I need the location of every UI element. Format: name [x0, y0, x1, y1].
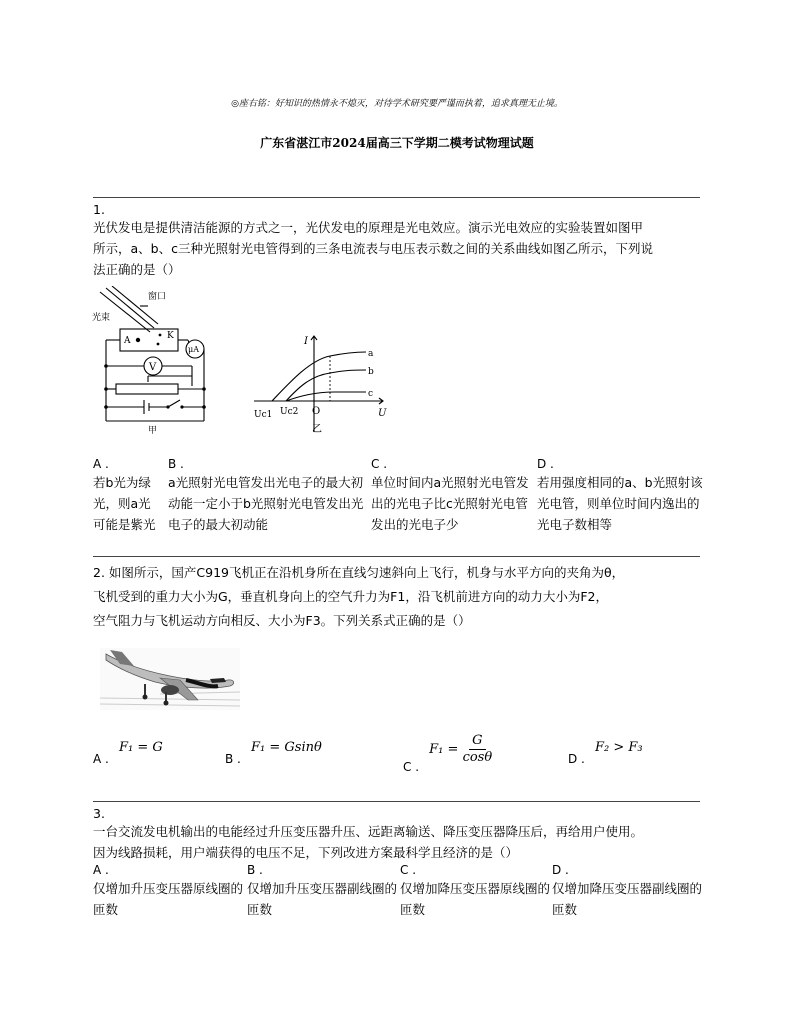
option-b[interactable] [247, 863, 399, 920]
fraction [463, 733, 493, 766]
microammeter-label: μA [188, 345, 199, 354]
option-label: D . [537, 457, 554, 471]
option-label: B . [168, 457, 184, 471]
option-text: 仅增加升压变压器原线圈的匝数 [93, 881, 244, 917]
option-text: 仅增加降压变压器原线圈的匝数 [400, 881, 551, 917]
cutoff-voltage-1-label: Uc1 [254, 410, 273, 420]
option-a[interactable] [93, 740, 163, 766]
option-c[interactable] [371, 457, 531, 535]
question-text-line: 所示，a、b、c三种光照射光电管得到的三条电流表与电压表示数之间的关系曲线如图乙所示，下列说 [93, 241, 653, 256]
question-text-line: 飞机受到的重力大小为G，垂直机身向上的空气升力为F1，沿飞机前进方向的动力大小为F2， [93, 589, 608, 604]
current-axis-label: I [304, 336, 308, 347]
option-text: a光照射光电管发出光电子的最大初动能一定小于b光照射光电管发出光电子的最大初动能 [168, 475, 364, 532]
option-text: 若用强度相同的a、b光照射该光电管，则单位时间内逸出的光电子数相等 [537, 475, 703, 532]
question-text-line: 空气阻力与飞机运动方向相反、大小为F3。下列关系式正确的是（） [93, 613, 471, 628]
question-text-line: 2. 如图所示，国产C919飞机正在沿机身所在直线匀速斜向上飞行，机身与水平方向的夹角为θ， [93, 565, 625, 580]
c919-airplane-image [100, 648, 240, 710]
option-label: B . [225, 752, 241, 766]
option-formula: F₁ = Gsinθ [251, 740, 322, 755]
figure-caption-jia: 甲 [148, 426, 158, 434]
question-text-line: 一台交流发电机输出的电能经过升压变压器升压、远距离输送、降压变压器降压后，再给用户使用。 [93, 824, 644, 839]
cutoff-voltage-2-label: Uc2 [280, 407, 299, 417]
option-text: 仅增加降压变压器副线圈的匝数 [552, 881, 703, 917]
question-1 [93, 203, 703, 280]
divider [93, 556, 700, 557]
anode-label: A [124, 336, 131, 346]
option-a[interactable] [93, 457, 159, 535]
light-beam-label: 光束 [92, 313, 111, 323]
cathode-label: K [167, 331, 174, 341]
option-formula: F₁ = G [118, 740, 163, 755]
curve-c-label: c [368, 389, 374, 399]
fraction-numerator: G [469, 733, 485, 750]
divider [93, 197, 700, 198]
option-c[interactable] [403, 733, 492, 774]
curve-a-label: a [368, 349, 374, 359]
voltmeter-label: V [149, 362, 157, 373]
question-text-line: 因为线路损耗，用户端获得的电压不足，下列改进方案最科学且经济的是（） [93, 845, 519, 860]
question-2 [93, 561, 703, 633]
fraction-denominator: cosθ [462, 750, 493, 765]
option-label: A . [93, 752, 109, 766]
option-text: 仅增加升压变压器副线圈的匝数 [247, 881, 398, 917]
option-text: 单位时间内a光照射光电管发出的光电子比c光照射光电管发出的光电子少 [371, 475, 529, 532]
option-label: A . [93, 863, 109, 877]
circuit-diagram-figure [92, 286, 212, 434]
option-b[interactable] [225, 740, 322, 766]
option-a[interactable] [93, 863, 245, 920]
option-label: C . [371, 457, 388, 471]
option-text: 若b光为绿光，则a光可能是紫光 [93, 475, 156, 532]
curve-b-label: b [368, 367, 374, 377]
option-d[interactable] [568, 740, 643, 766]
question-number: 1. [93, 202, 105, 217]
option-label: B . [247, 863, 263, 877]
voltage-axis-label: U [378, 408, 387, 419]
option-label: C . [403, 760, 420, 774]
question-number: 3. [93, 806, 105, 821]
option-b[interactable] [168, 457, 368, 535]
question-text-line: 法正确的是（） [93, 262, 181, 277]
option-c[interactable] [400, 863, 552, 920]
option-label: D . [568, 752, 585, 766]
page-title: 广东省湛江市2024届高三下学期二模考试物理试题 [260, 136, 534, 150]
option-label: C . [400, 863, 417, 877]
option-formula-lhs: F₁ = [429, 742, 459, 757]
iu-curve-figure [250, 332, 390, 437]
option-label: A . [93, 457, 109, 471]
option-d[interactable] [537, 457, 703, 535]
divider [93, 801, 700, 802]
option-formula: F₂ > F₃ [595, 740, 643, 755]
option-label: D . [552, 863, 569, 877]
origin-label: O [312, 406, 321, 417]
question-text-line: 光伏发电是提供清洁能源的方式之一，光伏发电的原理是光电效应。演示光电效应的实验装置如图甲 [93, 220, 644, 235]
header-motto: ◎座右铭：好知识的热情永不熄灭，对待学术研究要严谨而执着，追求真理无止境。 [231, 99, 563, 109]
option-d[interactable] [552, 863, 704, 920]
question-3 [93, 807, 703, 863]
figure-caption-yi: 乙 [312, 424, 322, 435]
window-label: 窗口 [148, 292, 167, 302]
